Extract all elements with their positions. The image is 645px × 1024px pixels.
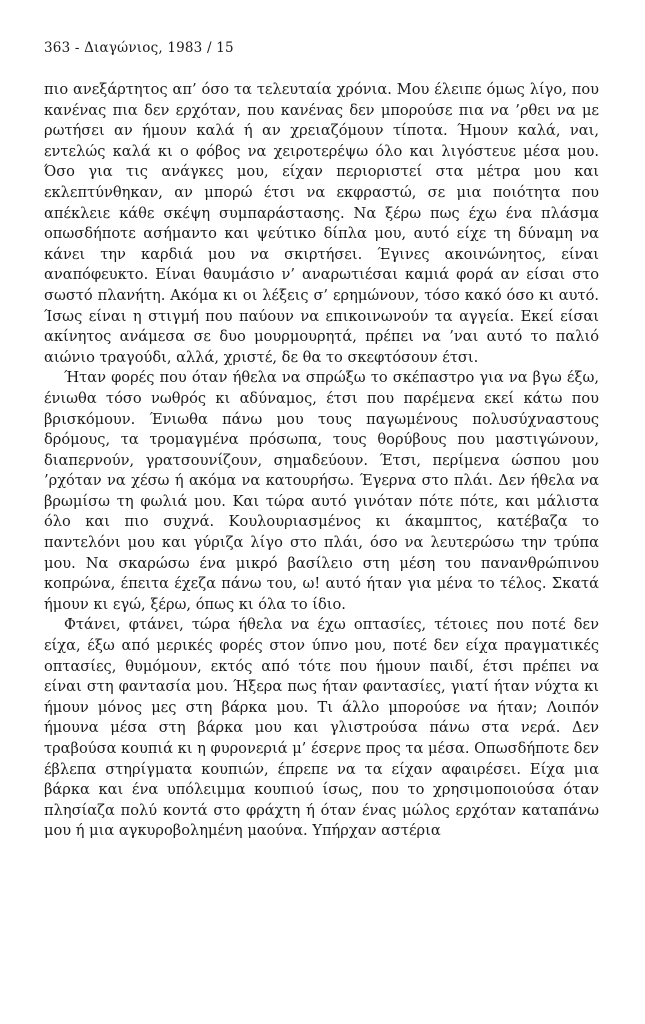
paragraph-3: Φτάνει, φτάνει, τώρα ήθελα να έχω οπτασίες, τέτοιες που ποτέ δεν είχα, έξω από μερικές φορές στον ύπνο μου, ποτέ δεν είχα πραγματικές οπτασίες, θυμόμουν, εκτός από τότε που ήμουν παιδί, έτσι πρέπει να είναι στη φαντασία μου. Ήξερα πως ήταν φαντασίες, γιατί ήταν νύχτα κι ήμουν μόνος μες στη βάρκα μου. Τι άλλο μπορούσε να ήταν; Λοιπόν ήμουνα μέσα στη βάρκα μου και γλιστρούσα πάνω στα νερά. Δεν τραβούσα κουπιά κι η φυρονεριά μ’ έσερνε προς τα μέσα. Οπωσδήποτε δεν έβλεπα στηρίγματα κουπιών, έπρεπε να τα είχαν αφαιρέσει. Είχα μια βάρκα και ένα υπόλειμμα κουπιού ίσως, που το χρησιμοποιούσα όταν πλησίαζα πολύ κοντά στο φράχτη ή όταν ένας μώλος ερχόταν καταπάνω μου ή μια αγκυροβολημένη μαούνα. Υπήρχαν αστέρια	[44, 616, 599, 840]
page	[44, 40, 599, 842]
running-head: 363 - Διαγώνιος, 1983 / 15	[44, 40, 234, 56]
paragraph-2: Ήταν φορές που όταν ήθελα να σπρώξω το σκέπαστρο για να βγω έξω, ένιωθα τόσο νωθρός κι αδύναμος, έτσι που παρέμενα εκεί κάτω που βρισκόμουν. Ένιωθα πάνω μου τους παγωμένους πολυσύχναστους δρόμους, τα τρομαγμένα πρόσωπα, τους θορύβους που μαστιγώνουν, διαπερνούν, γρατσουνίζουν, σημαδεύουν. Έτσι, περίμενα ώσπου μου ’ρχόταν να χέσω ή ακόμα να κατουρήσω. Έγερνα στο πλάι. Δεν ήθελα να βρωμίσω τη φωλιά μου. Και τώρα αυτό γινόταν πότε πότε, και μάλιστα όλο και πιο συχνά. Κουλουριασμένος κι άκαμπτος, κατέβαζα το παντελόνι μου και γύριζα λίγο στο πλάι, όσο να λευτερώσω την τρύπα μου. Να σκαρώσω ένα μικρό βασίλειο στη μέση του πανανθρώπινου κοπρώνα, έπειτα έχεζα πάνω του, ω! αυτό ήταν για μένα το τέλος. Σκατά ήμουν κι εγώ, ξέρω, όπως κι όλα το ίδιο.	[44, 369, 599, 613]
paragraph-1: πιο ανεξάρτητος απ’ όσο τα τελευταία χρόνια. Μου έλειπε όμως λίγο, που κανένας πια δεν ερχόταν, που κανένας δεν μπορούσε πια να ’ρθει να με ρωτήσει αν ήμουν καλά ή αν χρειαζόμουν τίποτα. Ήμουν καλά, ναι, εντελώς καλά κι ο φόβος να χειροτερέψω όλο και λιγόστευε μέσα μου. Όσο για τις ανάγκες μου, είχαν περιοριστεί στα μέτρα μου και εκλεπτύνθηκαν, αν μπορώ έτσι να εκφραστώ, σε μια ποιότητα που απέκλειε κάθε σκέψη συμπαράστασης. Να ξέρω πως έχω ένα πλάσμα οπωσδήποτε ασήμαντο και ψεύτικο δίπλα μου, αυτό είχε τη δύναμη να κάνει την καρδιά μου να σκιρτήσει. Έγινες ακοινώνητος, είναι αναπόφευκτο. Είναι θαυμάσιο ν’ αναρωτιέσαι καμιά φορά αν είσαι στο σωστό πλανήτη. Ακόμα κι οι λέξεις σ’ ερημώνουν, τόσο κακό όσο κι αυτό. Ίσως είναι η στιγμή που παύουν να επικοινωνούν τα αγγεία. Εκεί είσαι ακίνητος ανάμεσα σε δυο μουρμουρητά, πρέπει να ’ναι αυτό το παλιό αιώνιο τραγούδι, αλλά, χριστέ, δε θα το σκεφτόσουν έτσι.	[44, 81, 599, 366]
